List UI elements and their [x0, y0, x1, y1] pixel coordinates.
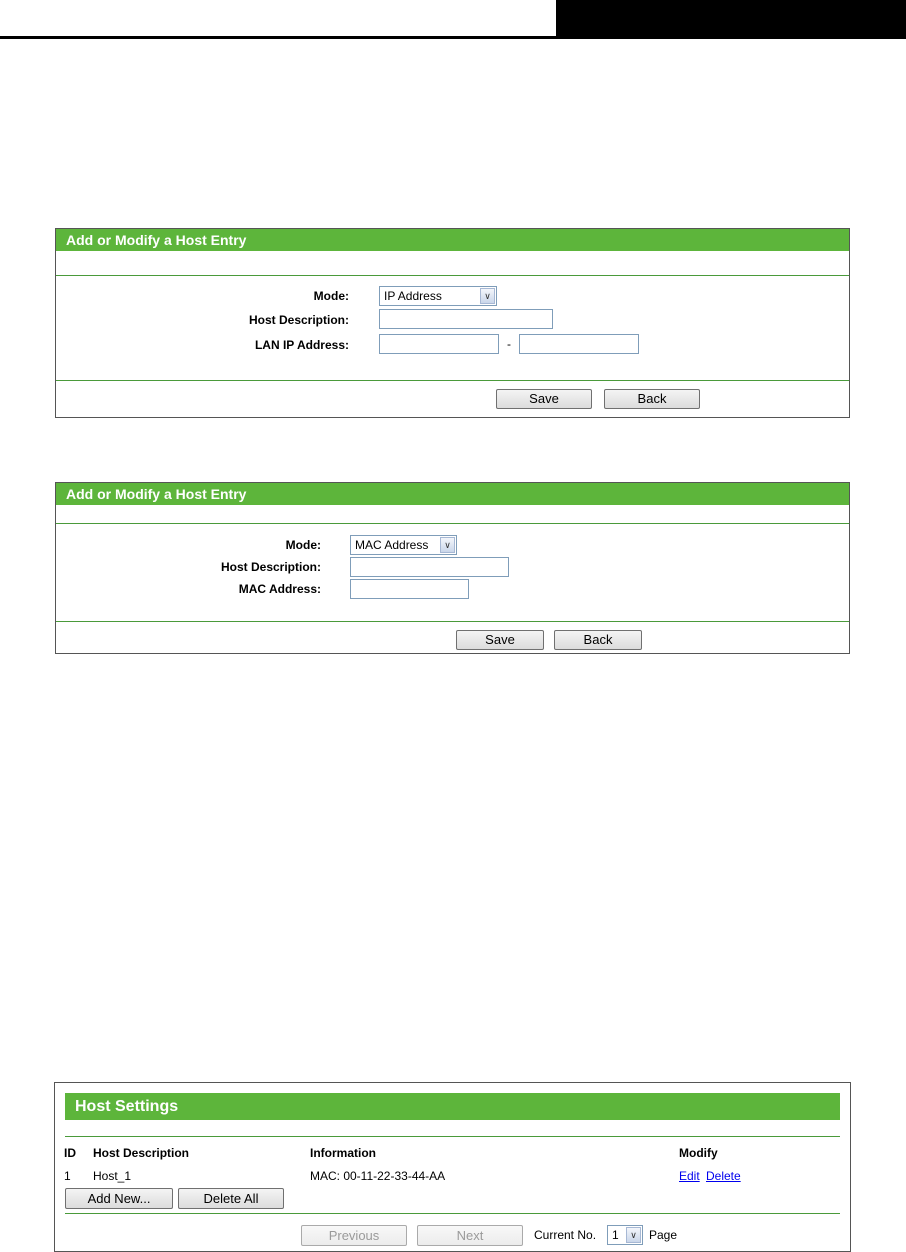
mode-select[interactable] — [350, 535, 457, 555]
panel-title: Host Settings — [65, 1093, 840, 1120]
divider — [56, 380, 849, 381]
row-host-description: Host_1 — [93, 1169, 132, 1183]
column-header-modify: Modify — [679, 1146, 718, 1160]
page-label: Page — [649, 1228, 678, 1242]
host-settings-panel — [54, 1082, 851, 1252]
previous-button[interactable]: Previous — [301, 1225, 407, 1246]
chevron-down-icon[interactable]: ∨ — [626, 1227, 641, 1243]
back-button[interactable]: Back — [554, 630, 642, 650]
lan-ip-start-input[interactable] — [379, 334, 499, 354]
host-description-input[interactable] — [379, 309, 553, 329]
divider — [56, 523, 849, 524]
lan-ip-end-input[interactable] — [519, 334, 639, 354]
next-button[interactable]: Next — [417, 1225, 523, 1246]
range-separator: - — [507, 337, 511, 351]
mode-label: Mode: — [313, 289, 349, 303]
header-rule — [0, 36, 556, 39]
panel-title: Add or Modify a Host Entry — [56, 483, 849, 505]
divider — [56, 275, 849, 276]
mac-address-label: MAC Address: — [238, 582, 321, 596]
host-description-label: Host Description: — [220, 560, 321, 574]
divider — [56, 621, 849, 622]
divider — [65, 1136, 840, 1137]
current-no-label: Current No. — [534, 1228, 597, 1242]
column-header-host-description: Host Description — [93, 1146, 190, 1160]
delete-all-button[interactable]: Delete All — [178, 1188, 284, 1209]
host-description-input[interactable] — [350, 557, 509, 577]
row-information: MAC: 00-11-22-33-44-AA — [310, 1169, 446, 1183]
header-black-block — [556, 0, 906, 39]
lan-ip-label: LAN IP Address: — [254, 338, 349, 352]
current-page-value: 1 — [612, 1228, 619, 1242]
add-new-button[interactable]: Add New... — [65, 1188, 173, 1209]
mode-label: Mode: — [285, 538, 321, 552]
save-button[interactable]: Save — [496, 389, 592, 409]
host-entry-panel-ip — [55, 228, 850, 418]
divider — [65, 1213, 840, 1214]
row-id: 1 — [64, 1169, 71, 1183]
delete-link[interactable]: Delete — [706, 1169, 741, 1183]
mode-select[interactable] — [379, 286, 497, 306]
edit-link[interactable]: Edit — [679, 1169, 700, 1183]
mac-address-input[interactable] — [350, 579, 469, 599]
column-header-information: Information — [310, 1146, 376, 1160]
column-header-id: ID — [64, 1146, 76, 1160]
host-description-label: Host Description: — [248, 313, 349, 327]
mode-selected-value: IP Address — [384, 289, 442, 303]
mode-selected-value: MAC Address — [355, 538, 429, 552]
current-page-select[interactable] — [607, 1225, 643, 1245]
panel-title: Add or Modify a Host Entry — [56, 229, 849, 251]
chevron-down-icon[interactable]: ∨ — [480, 288, 495, 304]
save-button[interactable]: Save — [456, 630, 544, 650]
chevron-down-icon[interactable]: ∨ — [440, 537, 455, 553]
host-entry-panel-mac — [55, 482, 850, 654]
back-button[interactable]: Back — [604, 389, 700, 409]
